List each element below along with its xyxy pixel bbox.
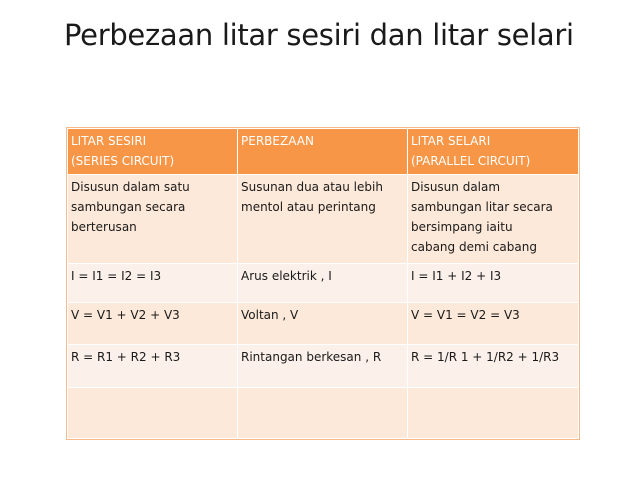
table-row xyxy=(68,303,579,345)
cell-difference xyxy=(238,264,408,303)
cell-text: Arus elektrik , I xyxy=(241,269,332,283)
cell-text: sambungan secara xyxy=(71,200,186,214)
cell-text: sambungan litar secara xyxy=(411,200,553,214)
cell-text: Disusun dalam satu xyxy=(71,180,190,194)
header-parallel-circuit xyxy=(408,129,579,175)
slide-title: Perbezaan litar sesiri dan litar selari xyxy=(64,18,574,52)
cell-series xyxy=(68,388,238,439)
cell-text: V = V1 + V2 + V3 xyxy=(71,308,180,322)
cell-text: I = I1 + I2 + I3 xyxy=(411,269,502,283)
table-row xyxy=(68,175,579,264)
cell-text: cabang demi cabang xyxy=(411,240,537,254)
header-text: PERBEZAAN xyxy=(241,134,314,148)
cell-text: Voltan , V xyxy=(241,308,299,322)
cell-series xyxy=(68,264,238,303)
table-header-row xyxy=(68,129,579,175)
cell-parallel xyxy=(408,175,579,264)
cell-parallel xyxy=(408,345,579,388)
cell-text: R = R1 + R2 + R3 xyxy=(71,350,181,364)
header-text: (PARALLEL CIRCUIT) xyxy=(411,154,531,168)
cell-text: Disusun dalam xyxy=(411,180,501,194)
table-row xyxy=(68,264,579,303)
cell-text: R = 1/R 1 + 1/R2 + 1/R3 xyxy=(411,350,560,364)
header-text: LITAR SESIRI xyxy=(71,134,147,148)
cell-parallel xyxy=(408,303,579,345)
cell-text: I = I1 = I2 = I3 xyxy=(71,269,162,283)
cell-series xyxy=(68,345,238,388)
cell-parallel xyxy=(408,264,579,303)
cell-text: bersimpang iaitu xyxy=(411,220,513,234)
header-text: LITAR SELARI xyxy=(411,134,491,148)
cell-difference xyxy=(238,175,408,264)
comparison-table xyxy=(67,128,579,439)
cell-text: Susunan dua atau lebih xyxy=(241,180,383,194)
cell-series xyxy=(68,303,238,345)
cell-parallel xyxy=(408,388,579,439)
cell-difference xyxy=(238,388,408,439)
cell-difference xyxy=(238,345,408,388)
cell-text: V = V1 = V2 = V3 xyxy=(411,308,520,322)
cell-text: mentol atau perintang xyxy=(241,200,376,214)
cell-difference xyxy=(238,303,408,345)
header-text: (SERIES CIRCUIT) xyxy=(71,154,175,168)
header-series-circuit xyxy=(68,129,238,175)
cell-series xyxy=(68,175,238,264)
table-row xyxy=(68,345,579,388)
cell-text: Rintangan berkesan , R xyxy=(241,350,382,364)
header-difference xyxy=(238,129,408,175)
cell-text: berterusan xyxy=(71,220,137,234)
table-row xyxy=(68,388,579,439)
